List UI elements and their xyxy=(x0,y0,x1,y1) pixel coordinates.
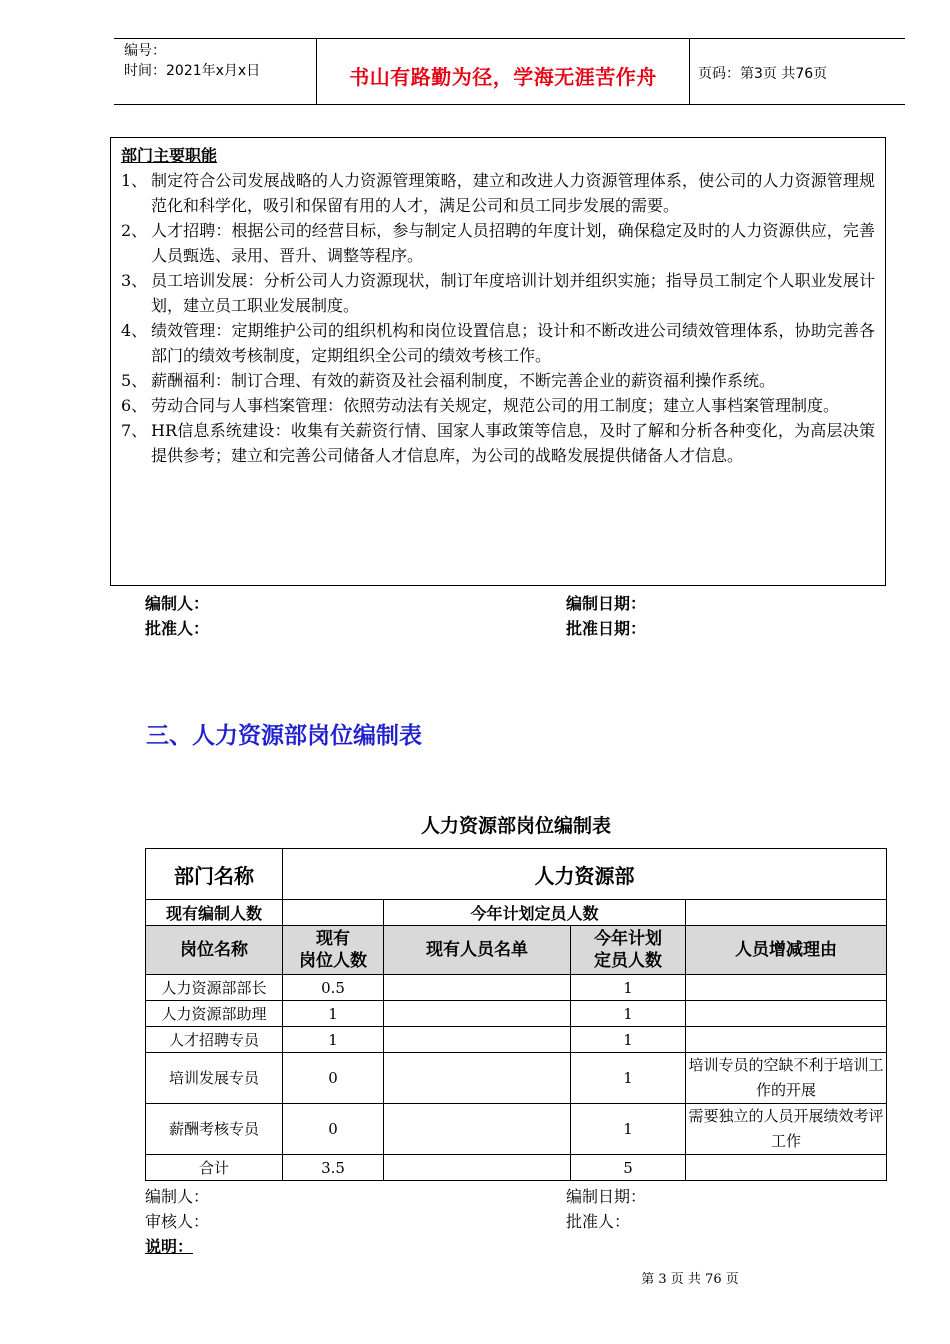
cell-position: 培训发展专员 xyxy=(146,1053,283,1104)
header-time: 时间：2021年x月x日 xyxy=(124,63,261,79)
preparer-label: 编制人： xyxy=(145,594,210,613)
cell-current: 3.5 xyxy=(283,1155,384,1181)
table-row xyxy=(146,1001,887,1027)
total-row xyxy=(146,1155,887,1181)
cell-planned: 1 xyxy=(571,975,686,1001)
note-label: 说明： xyxy=(145,1237,194,1256)
count-row xyxy=(146,900,887,926)
cell-position: 薪酬考核专员 xyxy=(146,1104,283,1155)
cell-position: 人力资源部助理 xyxy=(146,1001,283,1027)
preparer-label-2: 编制人： xyxy=(145,1187,210,1206)
duty-number: 2、 xyxy=(121,221,148,240)
table-title: 人力资源部岗位编制表 xyxy=(420,815,611,837)
col-current-line1: 现有 xyxy=(316,929,350,949)
dept-value: 人力资源部 xyxy=(283,849,887,900)
duty-item xyxy=(121,393,875,418)
cell-staff xyxy=(384,1001,571,1027)
approver-label-2: 批准人： xyxy=(566,1212,631,1231)
cell-reason xyxy=(686,975,887,1001)
header-number: 编号： xyxy=(124,43,166,59)
prepare-date-label: 编制日期： xyxy=(566,594,647,613)
duty-number: 6、 xyxy=(121,396,148,415)
planned-count-label: 今年计划定员人数 xyxy=(384,900,686,926)
header-motto: 书山有路勤为径，学海无涯苦作舟 xyxy=(349,65,657,89)
col-staff-list: 现有人员名单 xyxy=(384,926,571,975)
col-planned xyxy=(571,926,686,975)
duty-text: 劳动合同与人事档案管理：依照劳动法有关规定，规范公司的用工制度；建立人事档案管理制度。 xyxy=(151,396,840,415)
current-count-label: 现有编制人数 xyxy=(146,900,283,926)
dept-label: 部门名称 xyxy=(146,849,283,900)
cell-staff xyxy=(384,975,571,1001)
cell-staff xyxy=(384,1027,571,1053)
header-divider xyxy=(689,39,690,104)
header-row xyxy=(146,926,887,975)
table-row xyxy=(146,975,887,1001)
col-planned-line2: 定员人数 xyxy=(594,951,662,971)
duties-title: 部门主要职能 xyxy=(121,146,218,165)
cell-current: 1 xyxy=(283,1001,384,1027)
cell-current: 0 xyxy=(283,1053,384,1104)
duty-number: 4、 xyxy=(121,321,148,340)
cell-staff xyxy=(384,1104,571,1155)
cell-planned: 1 xyxy=(571,1053,686,1104)
duty-item xyxy=(121,318,875,368)
prepare-date-label-2: 编制日期： xyxy=(566,1187,647,1206)
page-footer: 第 3 页 共 76 页 xyxy=(641,1272,739,1287)
cell-current: 0.5 xyxy=(283,975,384,1001)
duty-number: 3、 xyxy=(121,271,148,290)
col-planned-line1: 今年计划 xyxy=(594,929,662,949)
duty-item xyxy=(121,418,875,468)
cell-reason xyxy=(686,1001,887,1027)
cell-staff xyxy=(384,1155,571,1181)
col-current-line2: 岗位人数 xyxy=(299,951,367,971)
approve-date-label: 批准日期： xyxy=(566,619,647,638)
col-reason: 人员增减理由 xyxy=(686,926,887,975)
cell-reason xyxy=(686,1027,887,1053)
table-row xyxy=(146,1104,887,1155)
approver-label: 批准人： xyxy=(145,619,210,638)
duty-item xyxy=(121,268,875,318)
duty-number: 5、 xyxy=(121,371,148,390)
duty-text: 员工培训发展：分析公司人力资源现状，制订年度培训计划并组织实施；指导员工制定个人职业发展计划，建立员工职业发展制度。 xyxy=(151,271,875,315)
cell-reason: 需要独立的人员开展绩效考评工作 xyxy=(686,1104,887,1155)
table-row xyxy=(146,1027,887,1053)
col-current xyxy=(283,926,384,975)
reviewer-label: 审核人： xyxy=(145,1212,210,1231)
cell-position: 人力资源部部长 xyxy=(146,975,283,1001)
cell-current: 0 xyxy=(283,1104,384,1155)
duty-item xyxy=(121,368,875,393)
duty-item xyxy=(121,168,875,218)
cell-planned: 1 xyxy=(571,1027,686,1053)
cell-position: 人才招聘专员 xyxy=(146,1027,283,1053)
duty-number: 1、 xyxy=(121,171,148,190)
dept-row xyxy=(146,849,887,900)
duty-text: 薪酬福利：制订合理、有效的薪资及社会福利制度，不断完善企业的薪资福利操作系统。 xyxy=(151,371,776,390)
col-position: 岗位名称 xyxy=(146,926,283,975)
table-row xyxy=(146,1053,887,1104)
header-page-info: 页码：第3页 共76页 xyxy=(698,66,828,82)
cell-reason xyxy=(686,1155,887,1181)
page-header xyxy=(114,38,905,105)
duty-number: 7、 xyxy=(121,421,148,440)
cell-position: 合计 xyxy=(146,1155,283,1181)
cell-staff xyxy=(384,1053,571,1104)
planned-count-value xyxy=(686,900,887,926)
duties-box xyxy=(110,137,886,586)
cell-planned: 1 xyxy=(571,1104,686,1155)
cell-planned: 1 xyxy=(571,1001,686,1027)
section-title: 三、人力资源部岗位编制表 xyxy=(146,723,422,749)
duty-item xyxy=(121,218,875,268)
duty-text: HR信息系统建设：收集有关薪资行情、国家人事政策等信息，及时了解和分析各种变化，为高层决策提供参考；建立和完善公司储备人才信息库，为公司的战略发展提供储备人才信息。 xyxy=(151,421,875,465)
duty-text: 人才招聘：根据公司的经营目标，参与制定人员招聘的年度计划，确保稳定及时的人力资源供应，完善人员甄选、录用、晋升、调整等程序。 xyxy=(151,221,875,265)
cell-reason: 培训专员的空缺不利于培训工作的开展 xyxy=(686,1053,887,1104)
current-count-value xyxy=(283,900,384,926)
header-meta xyxy=(124,41,260,81)
cell-planned: 5 xyxy=(571,1155,686,1181)
duty-text: 制定符合公司发展战略的人力资源管理策略，建立和改进人力资源管理体系，使公司的人力资源管理规范化和科学化，吸引和保留有用的人才，满足公司和员工同步发展的需要。 xyxy=(151,171,875,215)
duty-text: 绩效管理：定期维护公司的组织机构和岗位设置信息；设计和不断改进公司绩效管理体系，协助完善各部门的绩效考核制度，定期组织全公司的绩效考核工作。 xyxy=(151,321,875,365)
staffing-table xyxy=(145,848,887,1181)
cell-current: 1 xyxy=(283,1027,384,1053)
